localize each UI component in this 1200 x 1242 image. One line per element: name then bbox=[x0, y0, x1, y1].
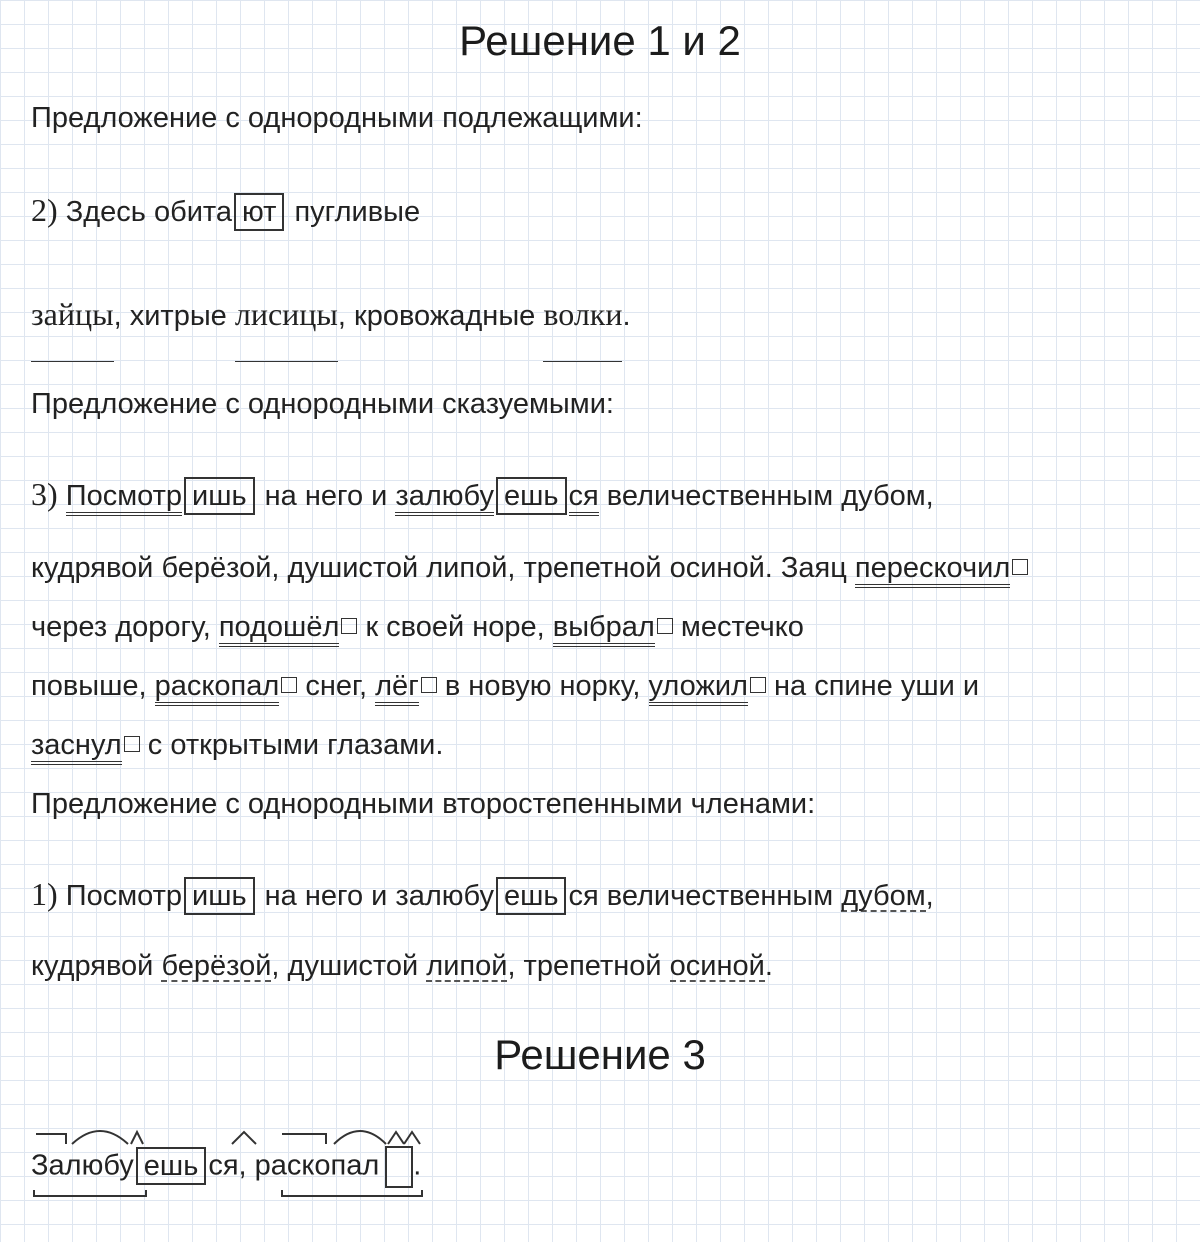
sentence-2-line-2 bbox=[31, 296, 631, 334]
zero-ending-box bbox=[750, 677, 766, 693]
zero-ending-box bbox=[281, 677, 297, 693]
sentence-number: 3) bbox=[31, 476, 58, 512]
text: с открытыми глазами. bbox=[147, 729, 444, 761]
zero-ending-box bbox=[385, 1146, 413, 1188]
suffix-caret bbox=[232, 1132, 256, 1144]
predicate-word: заснул bbox=[31, 730, 122, 765]
ending-box: ешь bbox=[496, 877, 567, 915]
sentence-number: 2) bbox=[31, 192, 58, 228]
word: пугливые bbox=[294, 196, 421, 228]
zero-ending-box bbox=[341, 618, 357, 634]
predicate-word: подошёл bbox=[219, 612, 340, 647]
predicate-word: Посмотр bbox=[66, 481, 182, 516]
sentence-3-line-1 bbox=[31, 476, 934, 516]
root-arc bbox=[334, 1131, 386, 1144]
suffix-caret bbox=[388, 1132, 404, 1144]
text: через дорогу, bbox=[31, 611, 211, 643]
object-word: липой bbox=[426, 950, 508, 982]
zero-ending-box bbox=[124, 736, 140, 752]
text: , трепетной bbox=[507, 950, 662, 982]
text: , душистой bbox=[271, 950, 419, 982]
root-arc bbox=[72, 1131, 128, 1144]
sentence-number: 1) bbox=[31, 876, 58, 912]
object-word: осиной bbox=[669, 950, 765, 982]
sentence-3-line-2 bbox=[31, 550, 1028, 588]
predicate-word: лёг bbox=[375, 671, 419, 706]
prefix-mark bbox=[282, 1134, 326, 1144]
suffix-caret bbox=[131, 1132, 143, 1144]
title-solution-3: Решение 3 bbox=[494, 1031, 706, 1078]
text: кудрявой берёзой, душистой липой, трепетной осиной. Заяц bbox=[31, 552, 847, 584]
subject-word: зайцы bbox=[31, 296, 114, 332]
predicate-word: уложил bbox=[649, 671, 748, 706]
sentence-3-line-3 bbox=[31, 609, 804, 647]
ending-box: ишь bbox=[184, 477, 255, 515]
text: на него и bbox=[264, 480, 388, 512]
ending-box: ют bbox=[234, 193, 284, 231]
ending-box: ешь bbox=[496, 477, 567, 515]
title-solution-1-2: Решение 1 и 2 bbox=[459, 17, 741, 64]
text: на него и залюбу bbox=[264, 880, 494, 912]
base-bracket bbox=[34, 1190, 146, 1196]
predicate-word: перескочил bbox=[855, 553, 1010, 588]
predicate-word: раскопал bbox=[155, 671, 280, 706]
ending-box: ешь bbox=[136, 1147, 207, 1185]
zero-ending-box bbox=[1012, 559, 1028, 575]
text: кудрявой bbox=[31, 950, 154, 982]
text: снег, bbox=[305, 670, 368, 702]
text: к своей норе, bbox=[365, 611, 545, 643]
base-bracket bbox=[282, 1190, 422, 1196]
word: Посмотр bbox=[65, 880, 183, 912]
text: в новую норку, bbox=[444, 670, 641, 702]
object-word: дубом bbox=[841, 880, 926, 912]
sentence-1-line-1 bbox=[31, 876, 934, 915]
text: ся величественным bbox=[568, 880, 834, 912]
sentence-3-line-5 bbox=[31, 727, 443, 765]
zero-ending-box bbox=[657, 618, 673, 634]
text: . bbox=[764, 950, 773, 982]
text: величественным дубом, bbox=[606, 480, 934, 512]
text: , bbox=[925, 880, 934, 912]
text: . bbox=[413, 1149, 422, 1182]
predicate-word: выбрал bbox=[553, 612, 655, 647]
text: , кровожадные bbox=[337, 300, 536, 332]
subject-word: лисицы bbox=[234, 296, 338, 332]
text: повыше, bbox=[31, 670, 147, 702]
parsed-word: раскопал bbox=[254, 1149, 380, 1182]
text: . bbox=[622, 300, 631, 332]
heading-homogeneous-predicates: Предложение с однородными сказуемыми: bbox=[31, 388, 614, 420]
heading-homogeneous-secondary: Предложение с однородными второстепенными членами: bbox=[31, 788, 816, 820]
predicate-suffix: ся bbox=[569, 481, 599, 516]
heading-homogeneous-subjects: Предложение с однородными подлежащими: bbox=[31, 102, 643, 134]
sentence-1-line-2 bbox=[31, 948, 773, 984]
prefix-mark bbox=[36, 1134, 66, 1144]
parsed-word: Залюбу bbox=[31, 1149, 134, 1182]
ending-box: ишь bbox=[184, 877, 255, 915]
sentence-2-line-1 bbox=[31, 192, 420, 231]
morpheme-parse-line bbox=[31, 1146, 421, 1188]
object-word: берёзой bbox=[161, 950, 272, 982]
text: на спине уши и bbox=[774, 670, 980, 702]
word: Здесь обита bbox=[65, 196, 232, 228]
text: местечко bbox=[680, 611, 804, 643]
subject-word: волки bbox=[543, 296, 623, 332]
zero-ending-box bbox=[421, 677, 437, 693]
text: , хитрые bbox=[113, 300, 227, 332]
predicate-word: залюбу bbox=[395, 481, 494, 516]
suffix-caret bbox=[404, 1132, 420, 1144]
sentence-3-line-4 bbox=[31, 668, 979, 706]
parsed-suffix: ся, bbox=[208, 1149, 247, 1182]
